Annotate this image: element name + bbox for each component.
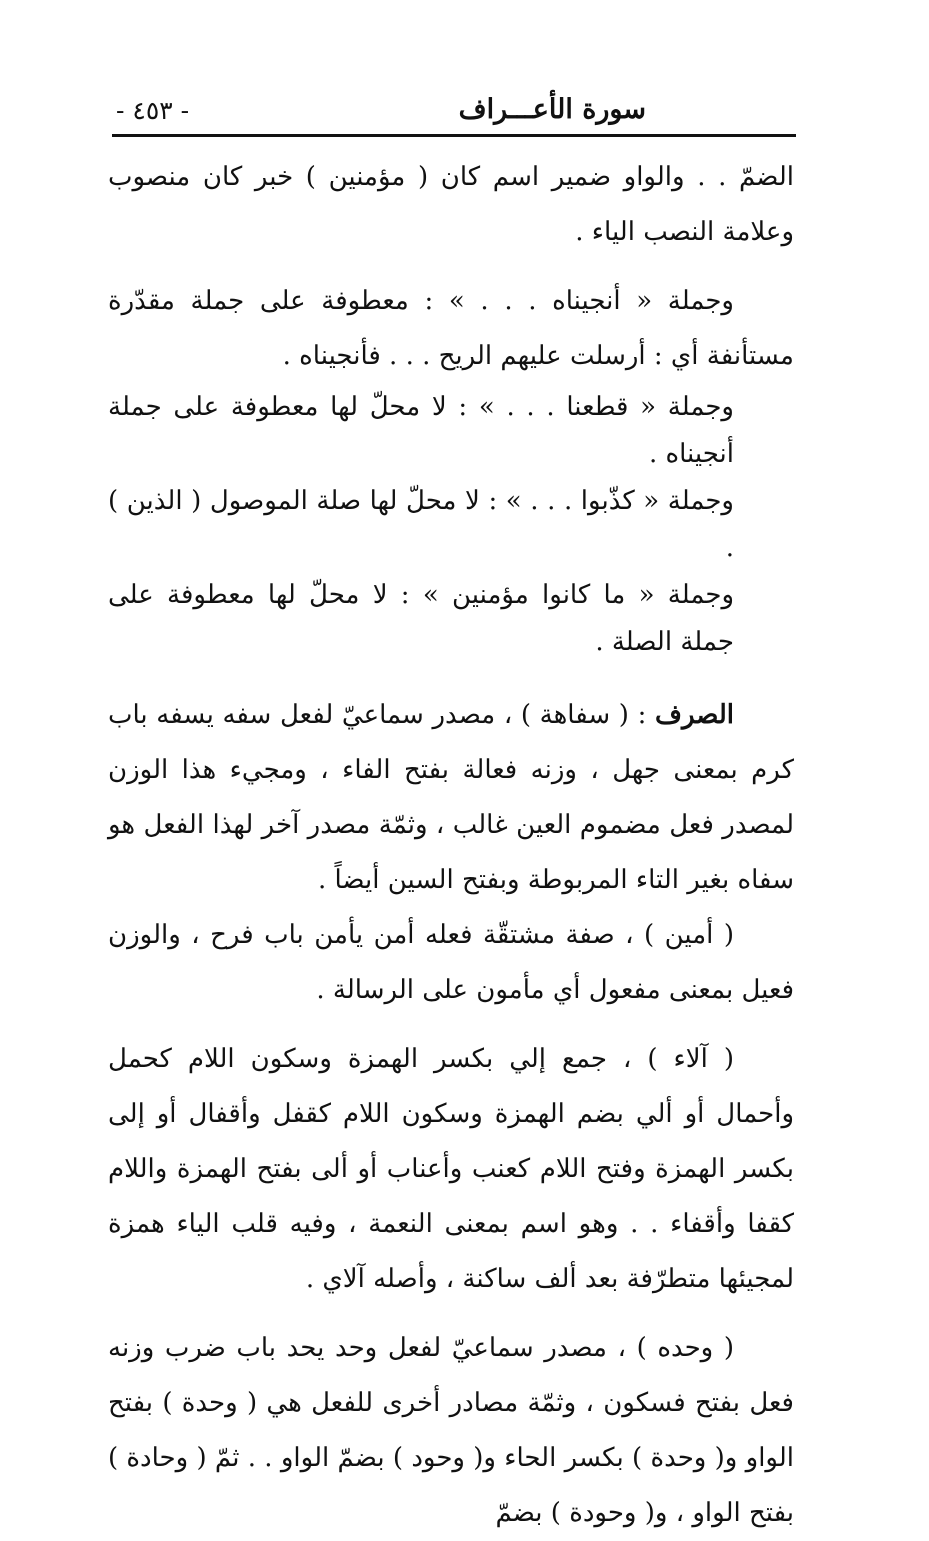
paragraph-8: ( آلاء ) ، جمع إلي بكسر الهمزة وسكون اللام كحمل وأحمال أو ألي بضم الهمزة وسكون اللام كقفل وأقفال أو إلى بكسر الهمزة وفتح اللام كعنب وأعناب أو ألى بفتح الهمزة واللام كقفا وأقفاء . . وهو اسم بمعنى النعمة ، وفيه قلب الياء همزة لمجيئها متطرّفة بعد ألف ساكنة ، وأصله آلاي . (108, 1044, 794, 1294)
chapter-title: سورة الأعـــراف (458, 94, 646, 125)
section-term: الصرف (655, 700, 734, 730)
paragraph-7: ( أمين ) ، صفة مشتقّة فعله أمن يأمن باب فرح ، والوزن فعيل بمعنى مفعول أي مأمون على الرسالة . (108, 920, 794, 1005)
paragraph-6-text: : ( سفاهة ) ، مصدر سماعيّ لفعل سفه يسفه باب كرم بمعنى جهل ، وزنه فعالة بفتح الفاء ، ومجيء هذا الوزن لمصدر فعل مضموم العين غالب ، وثمّة مصدر آخر لهذا الفعل هو سفاه بغير التاء المربوطة وبفتح السين أيضاً . (108, 700, 795, 895)
page-number: - ٤٥٣ - (116, 96, 190, 125)
paragraph-6 (108, 688, 794, 908)
paragraph-5: وجملة « ما كانوا مؤمنين » : لا محلّ لها معطوفة على جملة الصلة . (108, 580, 734, 657)
page-header (112, 92, 796, 137)
paragraph-4: وجملة « كذّبوا . . . » : لا محلّ لها صلة الموصول ( الذين ) . (108, 486, 734, 563)
paragraph-9: ( وحده ) ، مصدر سماعيّ لفعل وحد يحد باب ضرب وزنه فعل بفتح فسكون ، وثمّة مصادر أخرى للفعل هي ( وحدة ) بفتح الواو و( وحدة ) بكسر الحاء و( وحود ) بضمّ الواو . . ثمّ ( وحادة ) بفتح الواو ، و( وحودة ) بضمّ (108, 1333, 794, 1528)
paragraph-3: وجملة « قطعنا . . . » : لا محلّ لها معطوفة على جملة أنجيناه . (108, 392, 734, 469)
paragraph-1: الضمّ . . والواو ضمير اسم كان ( مؤمنين ) خبر كان منصوب وعلامة النصب الياء . (108, 162, 794, 247)
paragraph-2: وجملة « أنجيناه . . . » : معطوفة على جملة مقدّرة مستأنفة أي : أرسلت عليهم الريح . . . فأنجيناه . (108, 286, 794, 371)
page-body (108, 150, 794, 1541)
